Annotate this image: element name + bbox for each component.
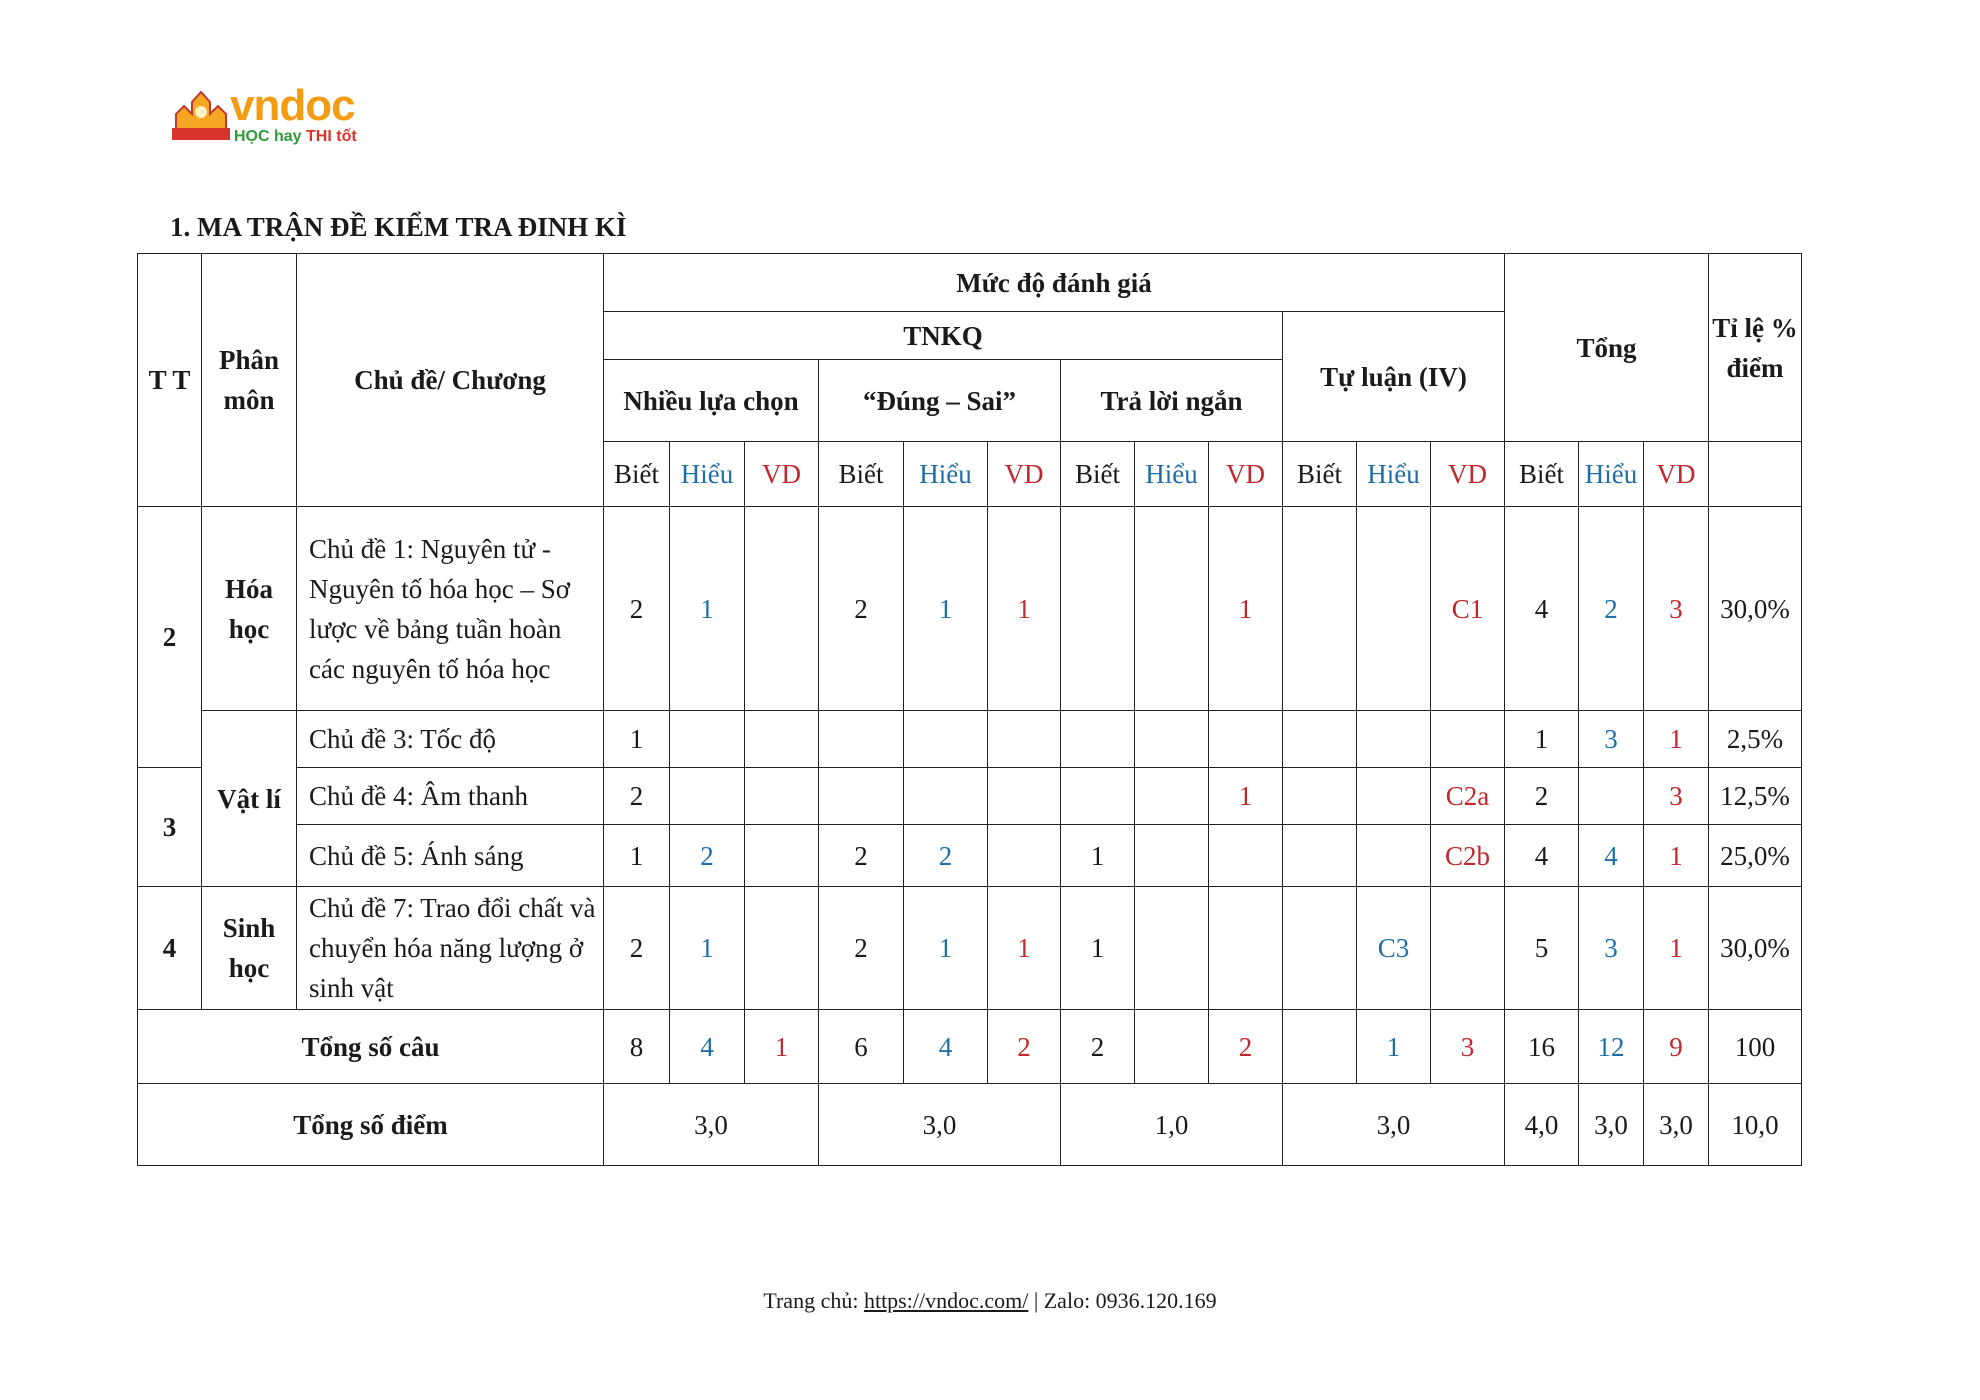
cell-hieu: 2 [670, 825, 745, 887]
table-row [138, 825, 1802, 887]
table-row [138, 887, 1802, 1010]
cell-biet: 1 [1505, 711, 1579, 768]
cell-biet: 5 [1505, 887, 1579, 1010]
cell-vd: 1 [988, 887, 1061, 1010]
slogan-green: HỌC hay [234, 128, 302, 145]
header-phan-mon: Phân môn [202, 254, 297, 507]
cell-vd [745, 711, 819, 768]
level-header-hieu: Hiểu [1579, 442, 1644, 507]
cell-hieu [1135, 768, 1209, 825]
level-header-vd: VD [1209, 442, 1283, 507]
cell-vd: 3 [1644, 768, 1709, 825]
cell-hieu [1357, 711, 1431, 768]
assessment-matrix-table [137, 253, 1802, 1166]
cell-hieu: 1 [670, 887, 745, 1010]
cell-biet [1283, 1010, 1357, 1084]
cell-hieu: 1 [1357, 1010, 1431, 1084]
cell-hieu: 12 [1579, 1010, 1644, 1084]
cell-hieu: C3 [1357, 887, 1431, 1010]
header-ti-le: Tỉ lệ % điểm [1709, 254, 1802, 442]
row-tt: 2 [138, 507, 202, 768]
cell-hieu [904, 768, 988, 825]
cell-biet: 2 [819, 887, 904, 1010]
total-points-row [138, 1084, 1802, 1166]
cell-vd [745, 507, 819, 711]
cell-biet [819, 768, 904, 825]
cell-biet [1283, 768, 1357, 825]
cell-vd: 1 [1209, 768, 1283, 825]
level-header-vd: VD [745, 442, 819, 507]
row-topic: Chủ đề 1: Nguyên tử - Nguyên tố hóa học – Sơ lược về bảng tuần hoàn các nguyên tố hóa học [297, 507, 604, 711]
cell-hieu [670, 711, 745, 768]
cell-hieu: 3 [1579, 887, 1644, 1010]
level-header-biet: Biết [819, 442, 904, 507]
cell-vd [1209, 711, 1283, 768]
cell-vd: 2 [1209, 1010, 1283, 1084]
cell-biet: 2 [819, 507, 904, 711]
cell-vd [745, 825, 819, 887]
cell-vd [1209, 825, 1283, 887]
cell-biet [1283, 887, 1357, 1010]
cell-vd [745, 887, 819, 1010]
row-topic: Chủ đề 7: Trao đổi chất và chuyển hóa năng lượng ở sinh vật [297, 887, 604, 1010]
cell-hieu [1135, 825, 1209, 887]
level-header-biet: Biết [1505, 442, 1579, 507]
cell-biet: 1 [1061, 887, 1135, 1010]
level-header-hieu: Hiểu [1357, 442, 1431, 507]
cell-vd: 1 [1644, 711, 1709, 768]
cell-biet: 2 [604, 507, 670, 711]
cell-percent: 30,0% [1709, 887, 1802, 1010]
logo-slogan [234, 128, 357, 146]
total-points-hieu: 3,0 [1579, 1084, 1644, 1166]
total-points-tu-luan: 3,0 [1283, 1084, 1505, 1166]
cell-biet: 1 [1061, 825, 1135, 887]
cell-hieu [1135, 887, 1209, 1010]
cell-vd: 1 [1209, 507, 1283, 711]
header-chu-de: Chủ đề/ Chương [297, 254, 604, 507]
cell-biet: 2 [604, 768, 670, 825]
cell-biet: 6 [819, 1010, 904, 1084]
cell-vd [1431, 887, 1505, 1010]
level-header-hieu: Hiểu [1135, 442, 1209, 507]
header-tnkq: TNKQ [604, 312, 1283, 360]
cell-vd: 1 [988, 507, 1061, 711]
cell-hieu: 2 [904, 825, 988, 887]
level-header-hieu: Hiểu [670, 442, 745, 507]
header-muc-do: Mức độ đánh giá [604, 254, 1505, 312]
cell-hieu: 1 [904, 887, 988, 1010]
total-points-dung-sai: 3,0 [819, 1084, 1061, 1166]
page-title: 1. MA TRẬN ĐỀ KIỂM TRA ĐINH KÌ [170, 212, 627, 242]
cell-hieu: 4 [904, 1010, 988, 1084]
footer-suffix: | Zalo: 0936.120.169 [1028, 1288, 1217, 1313]
cell-biet [1283, 507, 1357, 711]
cell-biet [819, 711, 904, 768]
header-row-1 [138, 254, 1802, 312]
header-dung-sai: “Đúng – Sai” [819, 360, 1061, 442]
cell-biet: 2 [1061, 1010, 1135, 1084]
footer-home-link[interactable]: https://vndoc.com/ [863, 1288, 1029, 1313]
header-tt: T T [138, 254, 202, 507]
cell-vd [988, 825, 1061, 887]
cell-biet: 2 [1505, 768, 1579, 825]
cell-biet: 1 [604, 711, 670, 768]
cell-biet [1061, 711, 1135, 768]
cell-vd: 9 [1644, 1010, 1709, 1084]
cell-biet: 2 [604, 887, 670, 1010]
cell-vd: C2b [1431, 825, 1505, 887]
row-phan-mon: Sinh học [202, 887, 297, 1010]
header-nhieu-lua-chon: Nhiều lựa chọn [604, 360, 819, 442]
table-row [138, 711, 1802, 768]
cell-percent: 12,5% [1709, 768, 1802, 825]
cell-percent: 30,0% [1709, 507, 1802, 711]
level-header-biet: Biết [1061, 442, 1135, 507]
cell-vd: 1 [1644, 825, 1709, 887]
cell-biet: 8 [604, 1010, 670, 1084]
header-tong: Tổng [1505, 254, 1709, 442]
cell-hieu [1357, 768, 1431, 825]
cell-vd: C1 [1431, 507, 1505, 711]
cell-hieu: 3 [1579, 711, 1644, 768]
total-points-vd: 3,0 [1644, 1084, 1709, 1166]
row-tt: 3 [138, 768, 202, 887]
header-tu-luan: Tự luận (IV) [1283, 312, 1505, 442]
cell-biet [1283, 825, 1357, 887]
page-footer [0, 1288, 1980, 1314]
cell-biet: 1 [604, 825, 670, 887]
table-row [138, 507, 1802, 711]
cell-hieu: 1 [904, 507, 988, 711]
cell-percent: 25,0% [1709, 825, 1802, 887]
level-header-biet: Biết [604, 442, 670, 507]
level-header-vd: VD [1431, 442, 1505, 507]
cell-hieu [670, 768, 745, 825]
total-points-biet: 4,0 [1505, 1084, 1579, 1166]
cell-hieu [1135, 507, 1209, 711]
header-tra-loi-ngan: Trả lời ngắn [1061, 360, 1283, 442]
cell-hieu: 4 [1579, 825, 1644, 887]
cell-hieu [1357, 507, 1431, 711]
row-topic: Chủ đề 4: Âm thanh [297, 768, 604, 825]
table-row [138, 768, 1802, 825]
total-questions-label: Tổng số câu [138, 1010, 604, 1084]
cell-biet [1061, 768, 1135, 825]
cell-biet [1061, 507, 1135, 711]
level-header-hieu: Hiểu [904, 442, 988, 507]
cell-biet: 4 [1505, 825, 1579, 887]
logo-brand: vndoc [230, 81, 355, 130]
cell-vd: 1 [745, 1010, 819, 1084]
cell-vd: 3 [1644, 507, 1709, 711]
row-phan-mon: Vật lí [202, 711, 297, 887]
cell-vd [988, 711, 1061, 768]
cell-hieu: 4 [670, 1010, 745, 1084]
level-header-vd: VD [988, 442, 1061, 507]
total-points-all: 10,0 [1709, 1084, 1802, 1166]
vndoc-logo [170, 81, 370, 148]
cell-hieu [1135, 711, 1209, 768]
cell-biet: 16 [1505, 1010, 1579, 1084]
cell-vd [988, 768, 1061, 825]
cell-vd [1209, 887, 1283, 1010]
cell-vd [1431, 711, 1505, 768]
cell-percent: 100 [1709, 1010, 1802, 1084]
total-questions-row [138, 1010, 1802, 1084]
cell-biet [1283, 711, 1357, 768]
castle-logo-icon [170, 84, 232, 146]
cell-hieu: 2 [1579, 507, 1644, 711]
level-header-vd: VD [1644, 442, 1709, 507]
total-points-nhieu: 3,0 [604, 1084, 819, 1166]
level-header-blank [1709, 442, 1802, 507]
total-points-label: Tổng số điểm [138, 1084, 604, 1166]
footer-prefix: Trang chủ: [763, 1288, 864, 1313]
cell-hieu [1357, 825, 1431, 887]
cell-vd: 3 [1431, 1010, 1505, 1084]
cell-vd: 2 [988, 1010, 1061, 1084]
cell-hieu: 1 [670, 507, 745, 711]
cell-biet: 2 [819, 825, 904, 887]
row-topic: Chủ đề 3: Tốc độ [297, 711, 604, 768]
slogan-red: THI tốt [306, 128, 357, 145]
cell-percent: 2,5% [1709, 711, 1802, 768]
level-header-biet: Biết [1283, 442, 1357, 507]
cell-vd: C2a [1431, 768, 1505, 825]
cell-hieu [1579, 768, 1644, 825]
cell-biet: 4 [1505, 507, 1579, 711]
cell-vd: 1 [1644, 887, 1709, 1010]
cell-hieu [1135, 1010, 1209, 1084]
total-points-tra-loi: 1,0 [1061, 1084, 1283, 1166]
cell-vd [745, 768, 819, 825]
row-phan-mon: Hóa học [202, 507, 297, 711]
cell-hieu [904, 711, 988, 768]
row-tt: 4 [138, 887, 202, 1010]
row-topic: Chủ đề 5: Ánh sáng [297, 825, 604, 887]
